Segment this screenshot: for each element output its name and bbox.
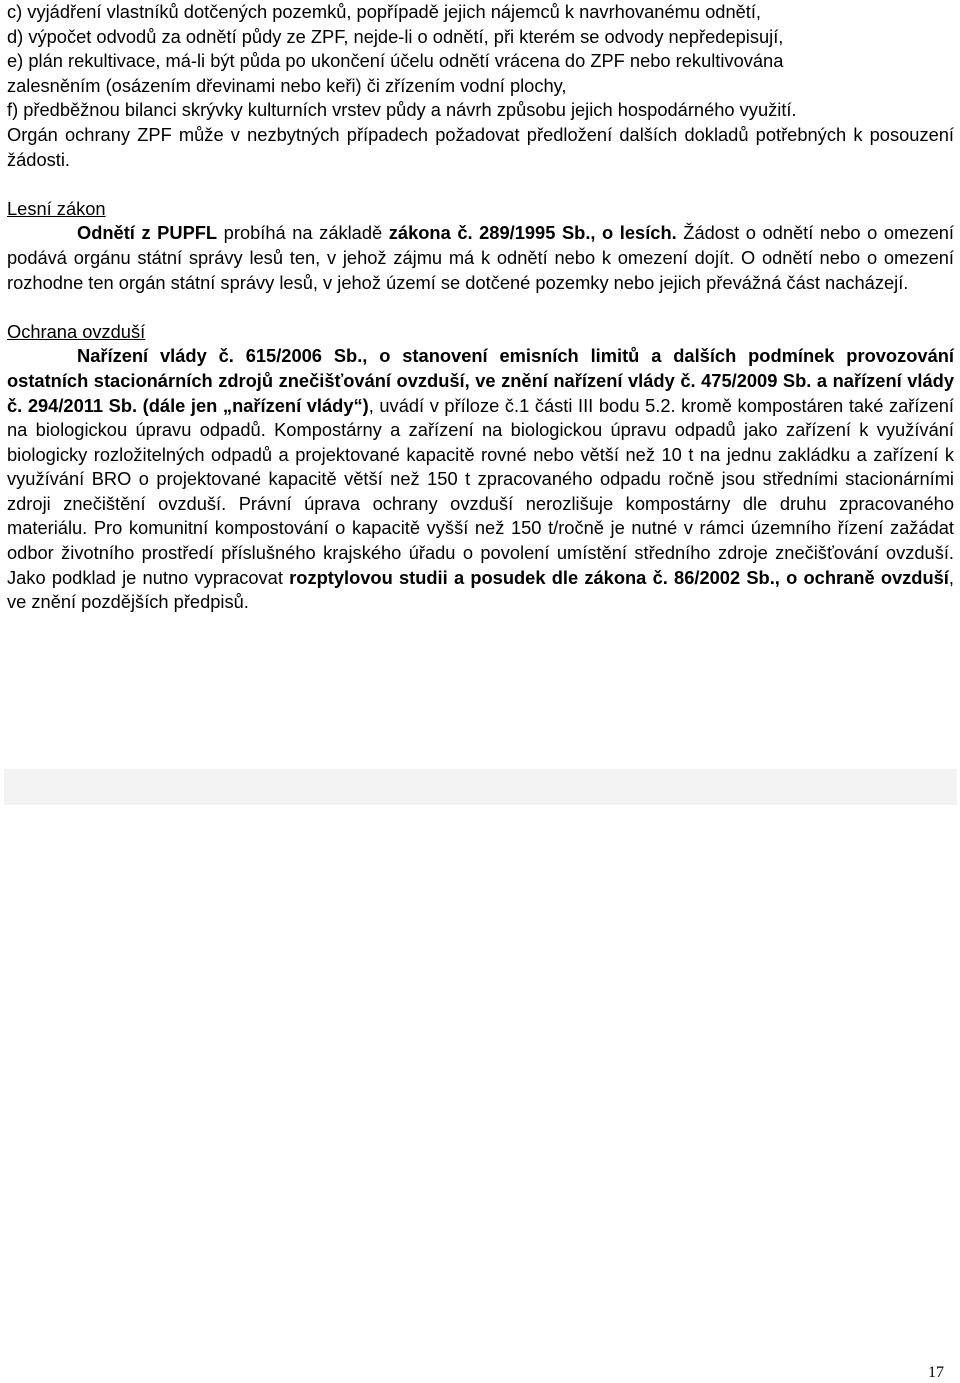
air-protection-tail: , ve znění pozdějších předpisů.: [7, 566, 954, 613]
document-page: [7, 0, 954, 615]
list-item: zalesněním (osázením dřevinami nebo keři) či zřízením vodní plochy,: [7, 74, 567, 96]
dispersion-study: rozptylovou studii a posudek dle zákona č. 86/2002 Sb., o ochraně ovzduší: [289, 566, 949, 588]
page-number: 17: [928, 1364, 944, 1381]
air-protection-paragraph: [7, 344, 954, 615]
forest-law-lead: Odnětí z PUPFL: [77, 222, 218, 244]
air-regulation-desc: , o stanovení emisních limitů a dalších podmínek provozování ostatních stacionárních zdrojů znečišťování ovzduší, ve znění nařízení vlády č. 475/2009 Sb. a nařízení vlády č. 294/2011 Sb. (dále jen „nařízení vlády“): [7, 345, 954, 416]
separator-bar: [4, 769, 957, 805]
requirements-list: [7, 0, 954, 123]
air-regulation-title: Nařízení vlády č. 615/2006 Sb.: [77, 345, 363, 367]
intro-paragraph: Orgán ochrany ZPF může v nezbytných případech požadovat předložení dalších dokladů potřebných k posouzení žádosti.: [7, 123, 954, 170]
forest-law-heading: Lesní zákon: [7, 197, 106, 219]
air-protection-body: , uvádí v příloze č.1 části III bodu 5.2. kromě kompostáren také zařízení na biologickou úpravu odpadů. Kompostárny a zařízení na biologickou úpravu odpadů jako zařízení k využívání biologicky rozložitelných odpadů a projektované kapacitě rovné nebo větší než 10 t na jednu zakládku a zařízení k využívání BRO o projektované kapacitě větší než 150 t zpracovaného odpadu ročně jsou středními stacionárními zdroji znečištění ovzduší. Právní úprava ochrany ovzduší nerozlišuje kompostárny dle druhu zpracovaného materiálu. Pro komunitní kompostování o kapacitě vyšší než 150 t/ročně je nutné v rámci územního řízení zažádat odbor životního prostředí příslušného krajského úřadu o povolení umístění středního zdroje znečišťování ovzduší. Jako podklad je nutno vypracovat: [7, 394, 954, 588]
air-protection-heading: Ochrana ovzduší: [7, 320, 146, 342]
list-item: d) výpočet odvodů za odnětí půdy ze ZPF, nejde-li o odnětí, při kterém se odvody nepředepisují,: [7, 25, 784, 47]
forest-law-text: probíhá na základě: [217, 222, 389, 244]
list-item: f) předběžnou bilanci skrývky kulturních vrstev půdy a návrh způsobu jejich hospodárného využití.: [7, 99, 797, 121]
forest-law-act: zákona č. 289/1995 Sb., o lesích.: [388, 222, 677, 244]
forest-law-paragraph: [7, 221, 954, 295]
forest-law-body: Žádost o odnětí nebo o omezení podává orgánu státní správy lesů ten, v jehož zájmu má k odnětí nebo k omezení dojít. O odnětí nebo o omezení rozhodne ten orgán státní správy lesů, v jehož území se dotčené pozemky nebo jejich převážná část nacházejí.: [7, 222, 955, 293]
list-item: c) vyjádření vlastníků dotčených pozemků, popřípadě jejich nájemců k navrhovanému odnětí,: [7, 1, 762, 22]
list-item: e) plán rekultivace, má-li být půda po ukončení účelu odnětí vrácena do ZPF nebo rekultivována: [7, 50, 784, 72]
